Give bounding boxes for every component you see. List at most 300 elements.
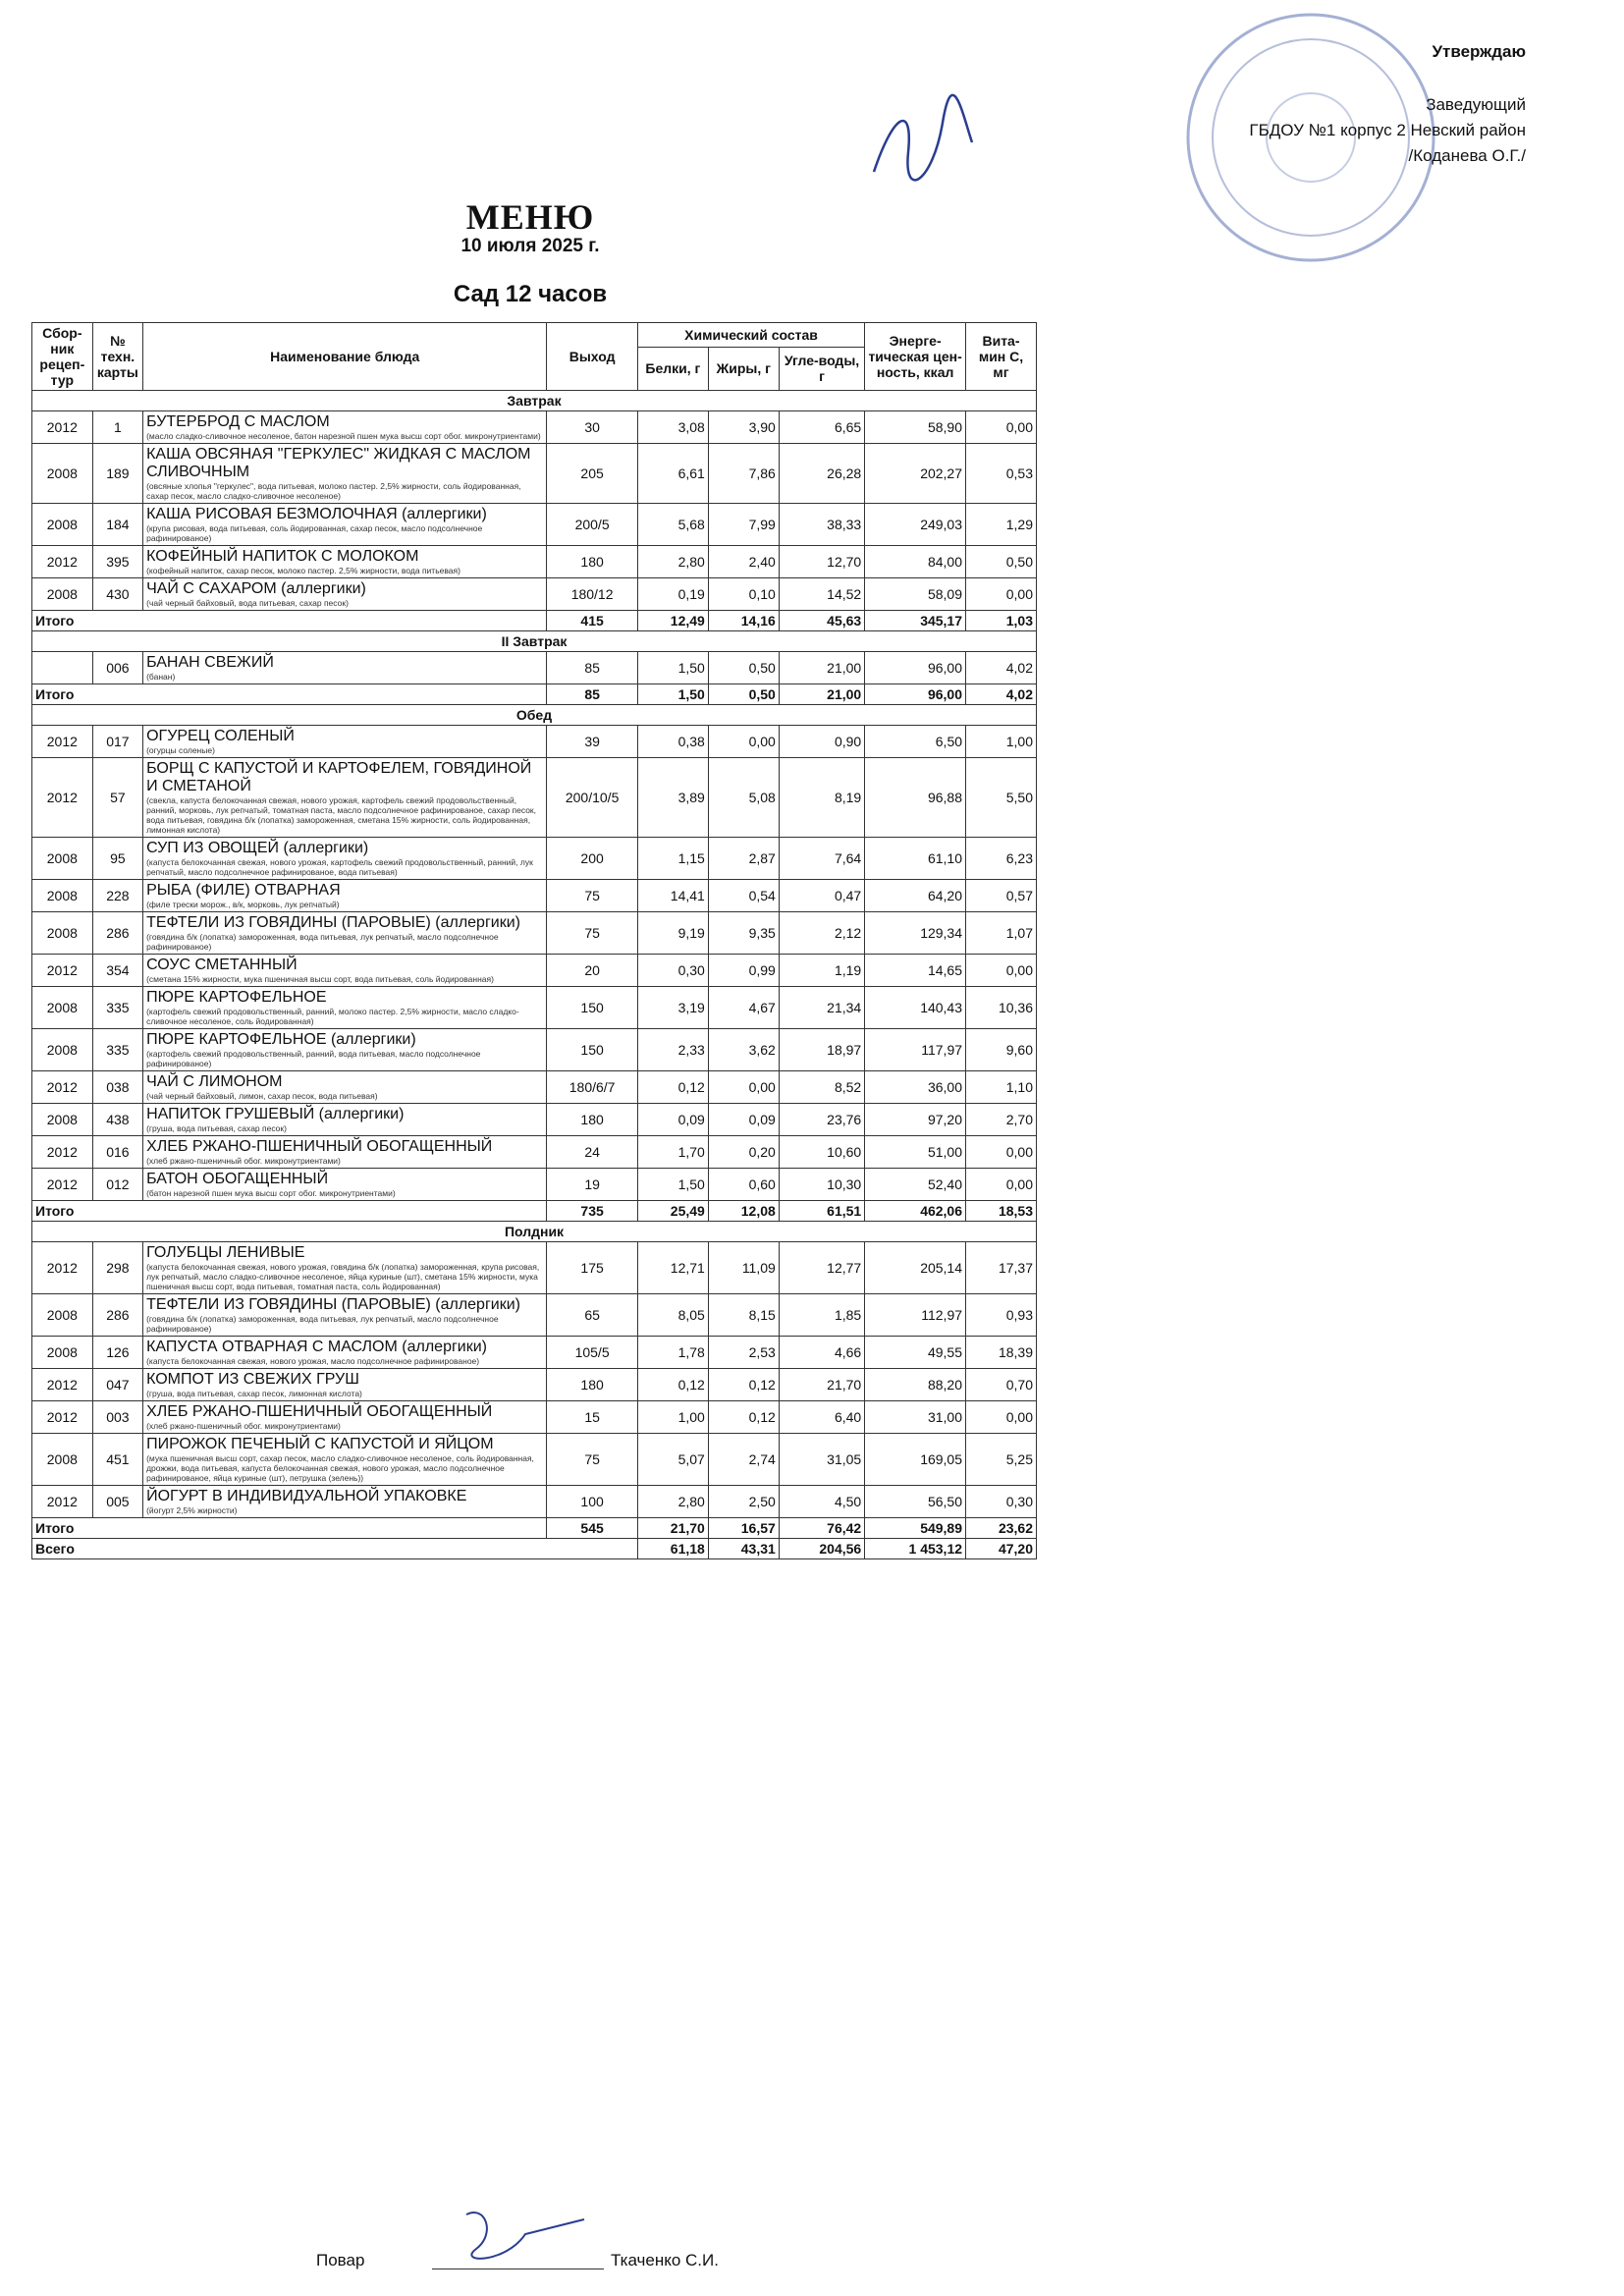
energy-value: 64,20 (865, 880, 966, 912)
energy-value: 202,27 (865, 444, 966, 504)
dish-yield: 180 (547, 1369, 638, 1401)
dish-composition: (крупа рисовая, вода питьевая, соль йодированная, сахар песок, масло подсолнечное рафинированое) (146, 523, 483, 543)
fat-value: 3,90 (708, 411, 779, 444)
recipe-year: 2012 (32, 411, 93, 444)
dish-composition: (кофейный напиток, сахар песок, молоко пастер. 2,5% жирности, вода питьевая) (146, 566, 460, 575)
page-title: МЕНЮ (465, 197, 595, 237)
col-protein: Белки, г (637, 347, 708, 390)
protein-value: 14,41 (637, 880, 708, 912)
energy-value: 249,03 (865, 504, 966, 546)
recipe-year: 2008 (32, 1434, 93, 1486)
table-row (32, 1071, 1037, 1104)
recipe-year: 2012 (32, 546, 93, 578)
total-vitc: 4,02 (966, 684, 1037, 705)
protein-value: 3,89 (637, 758, 708, 838)
protein-value: 1,78 (637, 1337, 708, 1369)
dish-cell (143, 955, 547, 987)
dish-cell (143, 1169, 547, 1201)
dish-composition: (капуста белокочанная свежая, нового урожая, масло подсолнечное рафинированое) (146, 1356, 480, 1366)
carbs-value: 4,66 (779, 1337, 864, 1369)
dish-name: РЫБА (ФИЛЕ) ОТВАРНАЯ (146, 882, 341, 899)
dish-cell (143, 1136, 547, 1169)
protein-value: 1,50 (637, 652, 708, 684)
vitc-value: 0,00 (966, 1401, 1037, 1434)
protein-value: 1,00 (637, 1401, 708, 1434)
dish-composition: (капуста белокочанная свежая, нового урожая, картофель свежий продовольственный, ранний, лук репчатый, масло подсолнечное рафинированое, вода питьевая) (146, 857, 533, 877)
dish-yield: 15 (547, 1401, 638, 1434)
table-row (32, 1242, 1037, 1294)
dish-cell (143, 1029, 547, 1071)
table-row (32, 578, 1037, 611)
dish-composition: (филе трески морож., в/к, морковь, лук репчатый) (146, 900, 340, 909)
dish-composition: (чай черный байховый, вода питьевая, сахар песок) (146, 598, 349, 608)
energy-value: 129,34 (865, 912, 966, 955)
dish-composition: (капуста белокочанная свежая, нового урожая, говядина б/к (лопатка) замороженная, крупа рисовая, лук репчатый, масло сладко-сливочное несоленое, яйца куриные (шт), сметана 15% жирности, мука пшеничная высш сорт, вода питьевая, томатная паста, соль йодированная) (146, 1262, 540, 1291)
vitc-value: 5,50 (966, 758, 1037, 838)
fat-value: 2,87 (708, 838, 779, 880)
dish-name: ТЕФТЕЛИ ИЗ ГОВЯДИНЫ (ПАРОВЫЕ) (аллергики) (146, 1296, 520, 1313)
recipe-year: 2008 (32, 912, 93, 955)
dish-yield: 19 (547, 1169, 638, 1201)
dish-name: ХЛЕБ РЖАНО-ПШЕНИЧНЫЙ ОБОГАЩЕННЫЙ (146, 1403, 493, 1420)
dish-cell (143, 880, 547, 912)
dish-cell (143, 411, 547, 444)
fat-value: 4,67 (708, 987, 779, 1029)
dish-cell (143, 758, 547, 838)
total-fat: 14,16 (708, 611, 779, 631)
dish-yield: 85 (547, 652, 638, 684)
energy-value: 96,88 (865, 758, 966, 838)
vitc-value: 17,37 (966, 1242, 1037, 1294)
section-title: Обед (32, 705, 1037, 726)
fat-value: 0,50 (708, 652, 779, 684)
protein-value: 0,12 (637, 1369, 708, 1401)
card-number: 335 (92, 1029, 142, 1071)
dish-yield: 180/6/7 (547, 1071, 638, 1104)
carbs-value: 8,52 (779, 1071, 864, 1104)
protein-value: 12,71 (637, 1242, 708, 1294)
header-row-1 (32, 323, 1037, 348)
vitc-value: 1,00 (966, 726, 1037, 758)
recipe-year: 2008 (32, 1104, 93, 1136)
vitc-value: 0,00 (966, 1169, 1037, 1201)
fat-value: 0,00 (708, 1071, 779, 1104)
vitc-value: 0,00 (966, 1136, 1037, 1169)
section-row (32, 631, 1037, 652)
carbs-value: 6,65 (779, 411, 864, 444)
vitc-value: 0,70 (966, 1369, 1037, 1401)
carbs-value: 12,70 (779, 546, 864, 578)
protein-value: 3,08 (637, 411, 708, 444)
vitc-value: 0,50 (966, 546, 1037, 578)
table-row (32, 987, 1037, 1029)
dish-cell (143, 838, 547, 880)
carbs-value: 4,50 (779, 1486, 864, 1518)
vitc-value: 0,00 (966, 578, 1037, 611)
dish-name: ГОЛУБЦЫ ЛЕНИВЫЕ (146, 1244, 305, 1261)
dish-name: ПИРОЖОК ПЕЧЕНЫЙ С КАПУСТОЙ И ЯЙЦОМ (146, 1436, 494, 1452)
cook-name: Ткаченко С.И. (611, 2251, 719, 2269)
card-number: 005 (92, 1486, 142, 1518)
total-label: Итого (32, 611, 547, 631)
vitc-value: 18,39 (966, 1337, 1037, 1369)
dish-cell (143, 1369, 547, 1401)
menu-date: 10 июля 2025 г. (460, 236, 600, 256)
energy-value: 58,90 (865, 411, 966, 444)
card-number: 126 (92, 1337, 142, 1369)
table-row (32, 912, 1037, 955)
col-yield: Выход (547, 323, 638, 391)
vitc-value: 0,57 (966, 880, 1037, 912)
dish-composition: (груша, вода питьевая, сахар песок) (146, 1123, 287, 1133)
energy-value: 117,97 (865, 1029, 966, 1071)
table-row (32, 1369, 1037, 1401)
dish-cell (143, 726, 547, 758)
recipe-year: 2008 (32, 880, 93, 912)
energy-value: 36,00 (865, 1071, 966, 1104)
card-number: 335 (92, 987, 142, 1029)
dish-name: ХЛЕБ РЖАНО-ПШЕНИЧНЫЙ ОБОГАЩЕННЫЙ (146, 1138, 493, 1155)
total-energy: 549,89 (865, 1518, 966, 1539)
vitc-value: 9,60 (966, 1029, 1037, 1071)
dish-cell (143, 1337, 547, 1369)
card-number: 1 (92, 411, 142, 444)
carbs-value: 7,64 (779, 838, 864, 880)
total-label: Итого (32, 1518, 547, 1539)
table-row (32, 1029, 1037, 1071)
approval-position: Заведующий (1426, 95, 1526, 114)
fat-value: 0,12 (708, 1369, 779, 1401)
dish-name: КОФЕЙНЫЙ НАПИТОК С МОЛОКОМ (146, 548, 419, 565)
carbs-value: 38,33 (779, 504, 864, 546)
dish-composition: (банан) (146, 672, 176, 682)
carbs-value: 8,19 (779, 758, 864, 838)
dish-yield: 180 (547, 546, 638, 578)
protein-value: 0,38 (637, 726, 708, 758)
dish-yield: 75 (547, 880, 638, 912)
fat-value: 0,60 (708, 1169, 779, 1201)
fat-value: 0,00 (708, 726, 779, 758)
vitc-value: 1,07 (966, 912, 1037, 955)
total-vitc: 18,53 (966, 1201, 1037, 1222)
dish-cell (143, 987, 547, 1029)
fat-value: 7,86 (708, 444, 779, 504)
recipe-year: 2008 (32, 1337, 93, 1369)
recipe-year: 2012 (32, 1169, 93, 1201)
recipe-year: 2012 (32, 955, 93, 987)
total-energy: 345,17 (865, 611, 966, 631)
carbs-value: 23,76 (779, 1104, 864, 1136)
protein-value: 1,15 (637, 838, 708, 880)
grand-total-fat: 43,31 (708, 1539, 779, 1559)
dish-composition: (масло сладко-сливочное несоленое, батон нарезной пшен мука высш сорт обог. микронутриентами) (146, 431, 541, 441)
dish-yield: 200/5 (547, 504, 638, 546)
col-sbornik: Сбор-ник рецеп-тур (32, 323, 93, 391)
card-number: 57 (92, 758, 142, 838)
dish-cell (143, 912, 547, 955)
energy-value: 84,00 (865, 546, 966, 578)
dish-cell (143, 1294, 547, 1337)
col-energy: Энерге-тическая цен-ность, ккал (865, 323, 966, 391)
dish-name: БОРЩ С КАПУСТОЙ И КАРТОФЕЛЕМ, ГОВЯДИНОЙ И СМЕТАНОЙ (146, 760, 532, 794)
dish-yield: 75 (547, 912, 638, 955)
table-row (32, 758, 1037, 838)
card-number: 003 (92, 1401, 142, 1434)
table-row (32, 726, 1037, 758)
dish-name: СОУС СМЕТАННЫЙ (146, 957, 298, 973)
card-number: 286 (92, 912, 142, 955)
dish-cell (143, 652, 547, 684)
card-number: 006 (92, 652, 142, 684)
section-title: II Завтрак (32, 631, 1037, 652)
vitc-value: 4,02 (966, 652, 1037, 684)
table-row (32, 955, 1037, 987)
carbs-value: 18,97 (779, 1029, 864, 1071)
energy-value: 31,00 (865, 1401, 966, 1434)
table-row (32, 652, 1037, 684)
dish-composition: (огурцы соленые) (146, 745, 215, 755)
grand-total-row (32, 1539, 1037, 1559)
dish-composition: (говядина б/к (лопатка) замороженная, вода питьевая, лук репчатый, масло подсолнечное рафинированое) (146, 932, 499, 952)
card-number: 017 (92, 726, 142, 758)
carbs-value: 1,19 (779, 955, 864, 987)
total-fat: 16,57 (708, 1518, 779, 1539)
dish-composition: (свекла, капуста белокочанная свежая, нового урожая, картофель свежий продовольственный, ранний, морковь, лук репчатый, томатная паста, масло подсолнечное рафинированое, сахар песок, вода питьевая, говядина б/к (лопатка) замороженная, сметана 15% жирности, соль йодированная, лимонная кислота) (146, 795, 537, 835)
dish-composition: (сметана 15% жирности, мука пшеничная высш сорт, вода питьевая, соль йодированная) (146, 974, 494, 984)
dish-cell (143, 504, 547, 546)
total-fat: 12,08 (708, 1201, 779, 1222)
energy-value: 51,00 (865, 1136, 966, 1169)
protein-value: 9,19 (637, 912, 708, 955)
recipe-year: 2012 (32, 1136, 93, 1169)
total-protein: 25,49 (637, 1201, 708, 1222)
card-number: 438 (92, 1104, 142, 1136)
dish-composition: (мука пшеничная высш сорт, сахар песок, масло сладко-сливочное несоленое, соль йодированная, дрожжи, вода питьевая, капуста белокочанная свежая, нового урожая, масло подсолнечное рафинированое, яйца куриные (шт), петрушка (зелень)) (146, 1453, 534, 1483)
energy-value: 97,20 (865, 1104, 966, 1136)
dish-yield: 200/10/5 (547, 758, 638, 838)
total-yield: 735 (547, 1201, 638, 1222)
dish-composition: (хлеб ржано-пшеничный обог. микронутриентами) (146, 1421, 341, 1431)
dish-yield: 20 (547, 955, 638, 987)
grand-total-vitc: 47,20 (966, 1539, 1037, 1559)
fat-value: 2,50 (708, 1486, 779, 1518)
protein-value: 8,05 (637, 1294, 708, 1337)
dish-name: ЧАЙ С ЛИМОНОМ (146, 1073, 283, 1090)
dish-name: КОМПОТ ИЗ СВЕЖИХ ГРУШ (146, 1371, 359, 1388)
dish-name: ОГУРЕЦ СОЛЕНЫЙ (146, 728, 295, 744)
table-row (32, 1337, 1037, 1369)
table-row (32, 1169, 1037, 1201)
table-row (32, 411, 1037, 444)
carbs-value: 10,60 (779, 1136, 864, 1169)
menu-body (32, 391, 1037, 1559)
total-protein: 1,50 (637, 684, 708, 705)
fat-value: 0,10 (708, 578, 779, 611)
dish-composition: (батон нарезной пшен мука высш сорт обог. микронутриентами) (146, 1188, 396, 1198)
carbs-value: 21,00 (779, 652, 864, 684)
protein-value: 1,70 (637, 1136, 708, 1169)
fat-value: 3,62 (708, 1029, 779, 1071)
fat-value: 0,54 (708, 880, 779, 912)
table-row (32, 444, 1037, 504)
dish-name: КАША ОВСЯНАЯ "ГЕРКУЛЕС" ЖИДКАЯ С МАСЛОМ СЛИВОЧНЫМ (146, 446, 531, 480)
total-carbs: 76,42 (779, 1518, 864, 1539)
dish-yield: 180 (547, 1104, 638, 1136)
energy-value: 96,00 (865, 652, 966, 684)
card-number: 228 (92, 880, 142, 912)
dish-yield: 39 (547, 726, 638, 758)
col-fat: Жиры, г (708, 347, 779, 390)
dish-cell (143, 1486, 547, 1518)
vitc-value: 0,00 (966, 955, 1037, 987)
carbs-value: 14,52 (779, 578, 864, 611)
dish-composition: (картофель свежий продовольственный, ранний, вода питьевая, масло подсолнечное рафинированое) (146, 1049, 481, 1068)
card-number: 012 (92, 1169, 142, 1201)
dish-cell (143, 1071, 547, 1104)
recipe-year: 2008 (32, 578, 93, 611)
card-number: 189 (92, 444, 142, 504)
protein-value: 0,19 (637, 578, 708, 611)
total-protein: 12,49 (637, 611, 708, 631)
dish-name: ПЮРЕ КАРТОФЕЛЬНОЕ (146, 989, 327, 1006)
protein-value: 1,50 (637, 1169, 708, 1201)
dish-name: БУТЕРБРОД С МАСЛОМ (146, 413, 330, 430)
carbs-value: 26,28 (779, 444, 864, 504)
table-row (32, 1136, 1037, 1169)
card-number: 354 (92, 955, 142, 987)
vitc-value: 1,10 (966, 1071, 1037, 1104)
total-carbs: 61,51 (779, 1201, 864, 1222)
dish-composition: (груша, вода питьевая, сахар песок, лимонная кислота) (146, 1389, 362, 1398)
total-yield: 415 (547, 611, 638, 631)
table-row (32, 1294, 1037, 1337)
carbs-value: 21,34 (779, 987, 864, 1029)
section-row (32, 391, 1037, 411)
recipe-year: 2012 (32, 726, 93, 758)
recipe-year: 2012 (32, 1369, 93, 1401)
vitc-value: 1,29 (966, 504, 1037, 546)
dish-name: КАША РИСОВАЯ БЕЗМОЛОЧНАЯ (аллергики) (146, 506, 487, 522)
energy-value: 88,20 (865, 1369, 966, 1401)
protein-value: 2,33 (637, 1029, 708, 1071)
carbs-value: 21,70 (779, 1369, 864, 1401)
table-row (32, 1434, 1037, 1486)
carbs-value: 12,77 (779, 1242, 864, 1294)
dish-cell (143, 578, 547, 611)
cook-signature-icon (447, 2195, 594, 2273)
protein-value: 0,30 (637, 955, 708, 987)
dish-cell (143, 1242, 547, 1294)
menu-table (31, 322, 1037, 1559)
energy-value: 112,97 (865, 1294, 966, 1337)
protein-value: 0,09 (637, 1104, 708, 1136)
dish-composition: (говядина б/к (лопатка) замороженная, вода питьевая, лук репчатый, масло подсолнечное рафинированое) (146, 1314, 499, 1334)
card-number: 451 (92, 1434, 142, 1486)
dish-name: КАПУСТА ОТВАРНАЯ С МАСЛОМ (аллергики) (146, 1339, 488, 1355)
grand-total-energy: 1 453,12 (865, 1539, 966, 1559)
dish-name: БАНАН СВЕЖИЙ (146, 654, 274, 671)
total-energy: 462,06 (865, 1201, 966, 1222)
dish-cell (143, 546, 547, 578)
fat-value: 9,35 (708, 912, 779, 955)
card-number: 047 (92, 1369, 142, 1401)
card-number: 286 (92, 1294, 142, 1337)
table-row (32, 880, 1037, 912)
protein-value: 2,80 (637, 546, 708, 578)
total-carbs: 45,63 (779, 611, 864, 631)
energy-value: 6,50 (865, 726, 966, 758)
approval-org: ГБДОУ №1 корпус 2 Невский район (1249, 121, 1526, 139)
total-vitc: 1,03 (966, 611, 1037, 631)
recipe-year: 2008 (32, 444, 93, 504)
fat-value: 0,99 (708, 955, 779, 987)
dish-cell (143, 1401, 547, 1434)
dish-cell (143, 444, 547, 504)
protein-value: 0,12 (637, 1071, 708, 1104)
table-row (32, 1486, 1037, 1518)
carbs-value: 1,85 (779, 1294, 864, 1337)
grand-total-carbs: 204,56 (779, 1539, 864, 1559)
protein-value: 2,80 (637, 1486, 708, 1518)
dish-yield: 65 (547, 1294, 638, 1337)
approval-title: Утверждаю (1432, 42, 1526, 61)
fat-value: 5,08 (708, 758, 779, 838)
fat-value: 0,09 (708, 1104, 779, 1136)
fat-value: 2,53 (708, 1337, 779, 1369)
energy-value: 49,55 (865, 1337, 966, 1369)
dish-yield: 205 (547, 444, 638, 504)
vitc-value: 2,70 (966, 1104, 1037, 1136)
grand-total-protein: 61,18 (637, 1539, 708, 1559)
dish-name: ЧАЙ С САХАРОМ (аллергики) (146, 580, 366, 597)
vitc-value: 6,23 (966, 838, 1037, 880)
table-row (32, 1401, 1037, 1434)
director-signature-icon (864, 93, 982, 191)
recipe-year: 2012 (32, 1242, 93, 1294)
energy-value: 205,14 (865, 1242, 966, 1294)
dish-composition: (чай черный байховый, лимон, сахар песок, вода питьевая) (146, 1091, 378, 1101)
dish-name: СУП ИЗ ОВОЩЕЙ (аллергики) (146, 840, 369, 856)
recipe-year: 2012 (32, 758, 93, 838)
dish-cell (143, 1434, 547, 1486)
total-row (32, 1201, 1037, 1222)
total-row (32, 611, 1037, 631)
fat-value: 7,99 (708, 504, 779, 546)
dish-yield: 75 (547, 1434, 638, 1486)
col-name: Наименование блюда (143, 323, 547, 391)
total-yield: 85 (547, 684, 638, 705)
fat-value: 0,12 (708, 1401, 779, 1434)
card-number: 430 (92, 578, 142, 611)
carbs-value: 0,47 (779, 880, 864, 912)
recipe-year: 2008 (32, 838, 93, 880)
total-fat: 0,50 (708, 684, 779, 705)
dish-yield: 150 (547, 987, 638, 1029)
vitc-value: 0,30 (966, 1486, 1037, 1518)
vitc-value: 0,53 (966, 444, 1037, 504)
protein-value: 5,68 (637, 504, 708, 546)
recipe-year: 2008 (32, 987, 93, 1029)
dish-name: НАПИТОК ГРУШЕВЫЙ (аллергики) (146, 1106, 405, 1122)
group-title: Сад 12 часов (453, 281, 608, 307)
table-row (32, 838, 1037, 880)
carbs-value: 10,30 (779, 1169, 864, 1201)
dish-name: БАТОН ОБОГАЩЕННЫЙ (146, 1171, 329, 1187)
total-protein: 21,70 (637, 1518, 708, 1539)
protein-value: 5,07 (637, 1434, 708, 1486)
recipe-year: 2012 (32, 1401, 93, 1434)
recipe-year: 2008 (32, 1029, 93, 1071)
